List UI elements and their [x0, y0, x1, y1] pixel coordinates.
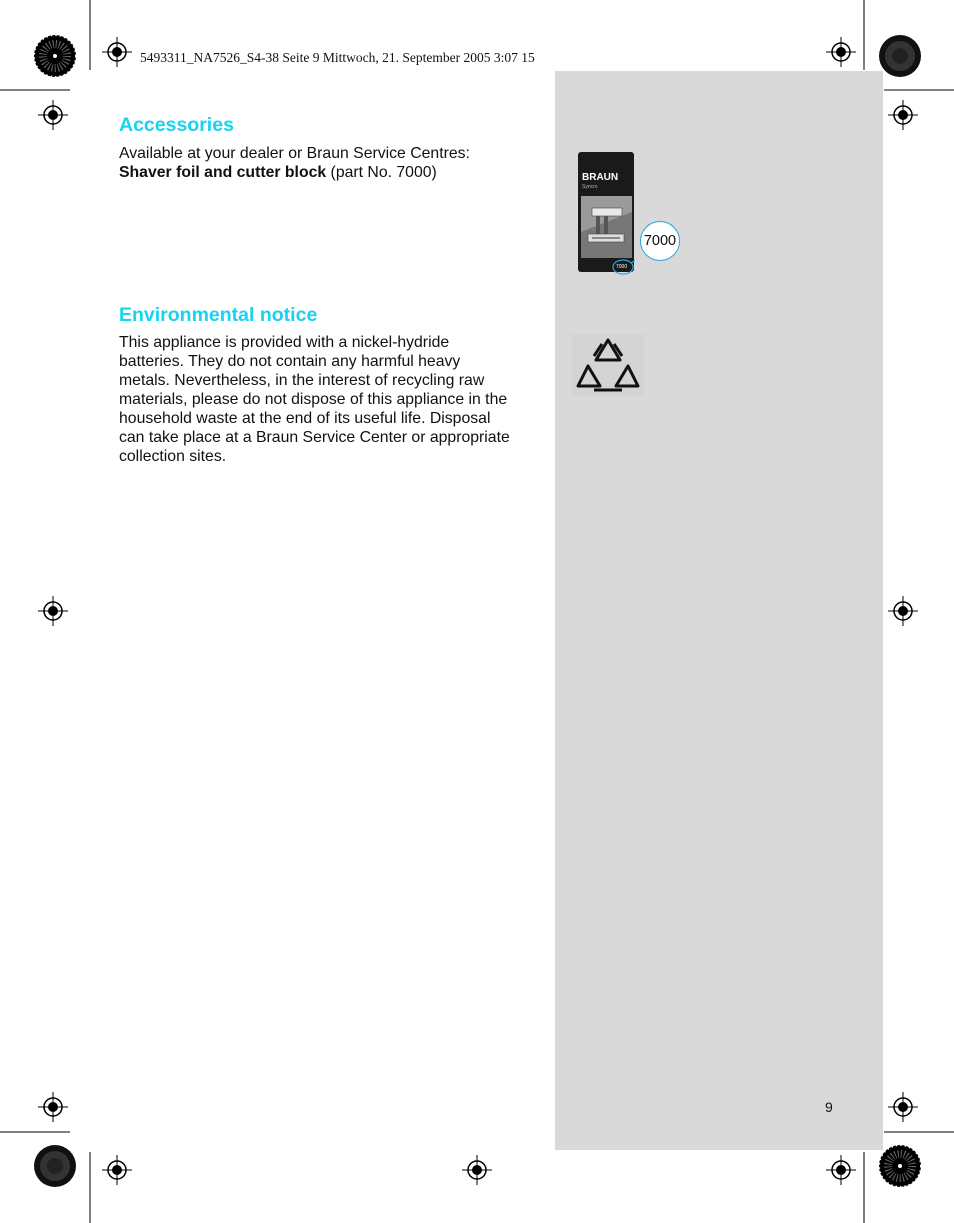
registration-mark-icon: [888, 100, 918, 130]
brand-label: BRAUN: [582, 172, 619, 183]
pack-number: 7000: [616, 264, 628, 270]
registration-mark-icon: [888, 1092, 918, 1122]
accessories-part-no: (part No. 7000): [326, 164, 437, 181]
registration-mark-icon: [826, 37, 856, 67]
registration-mark-icon: [38, 596, 68, 626]
subbrand-label: Syncro: [582, 184, 598, 190]
registration-mark-icon: [462, 1155, 492, 1185]
registration-mark-icon: [38, 100, 68, 130]
starburst-icon: [878, 1144, 922, 1188]
accessories-line: Available at your dealer or Braun Service Centres:: [119, 145, 470, 162]
environmental-heading: Environmental notice: [119, 304, 318, 326]
registration-mark-icon: [826, 1155, 856, 1185]
registration-mark-icon: [888, 596, 918, 626]
env-line: household waste at the end of its useful life. Disposal: [119, 410, 491, 427]
accessories-item: Shaver foil and cutter block: [119, 164, 327, 181]
env-line: This appliance is provided with a nickel-hydride: [119, 334, 450, 351]
env-line: batteries. They do not contain any harmful heavy: [119, 353, 461, 370]
env-line: can take place at a Braun Service Center or appropriate: [119, 429, 510, 446]
accessories-heading: Accessories: [119, 114, 234, 136]
env-line: materials, please do not dispose of this appliance in the: [119, 391, 508, 408]
registration-mark-icon: [102, 37, 132, 67]
registration-mark-icon: [38, 1092, 68, 1122]
env-line: metals. Nevertheless, in the interest of recycling raw: [119, 372, 485, 389]
starburst-icon: [33, 1144, 77, 1188]
part-number-callout: 7000: [640, 221, 680, 261]
print-slug: 5493311_NA7526_S4-38 Seite 9 Mittwoch, 21. September 2005 3:07 15: [140, 50, 535, 65]
starburst-icon: [878, 34, 922, 78]
page-number: 9: [825, 1099, 833, 1115]
registration-mark-icon: [102, 1155, 132, 1185]
starburst-icon: [33, 34, 77, 78]
env-line: collection sites.: [119, 448, 227, 465]
